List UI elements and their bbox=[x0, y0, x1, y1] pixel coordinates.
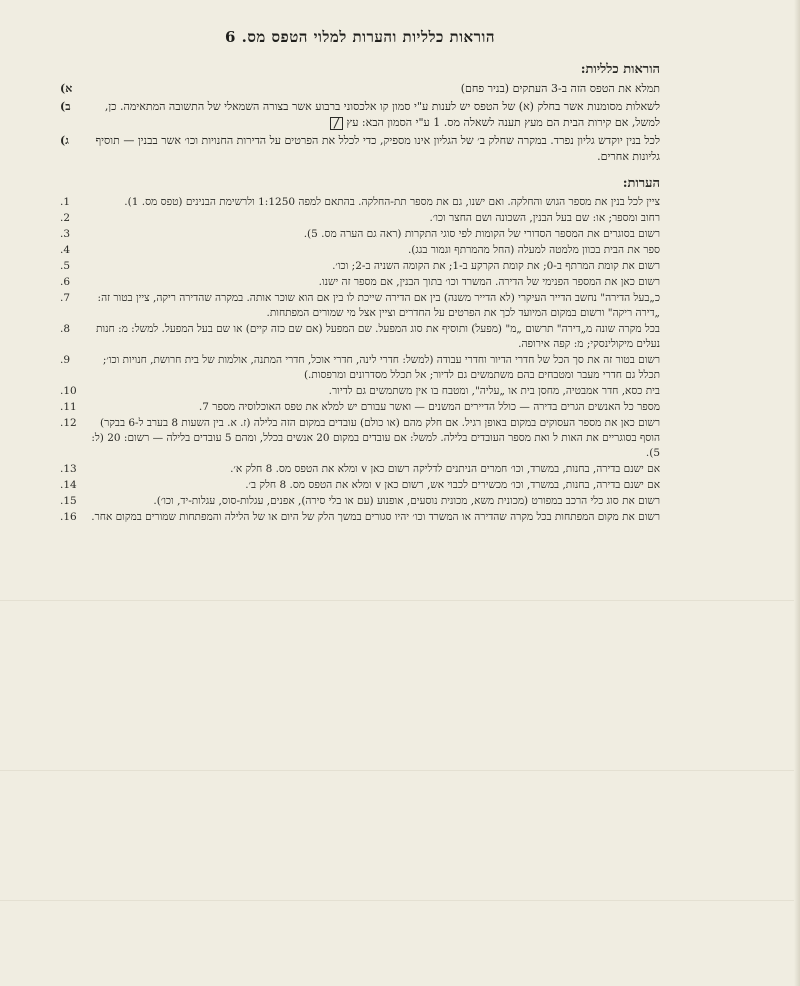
note-item: רשום כאן את המספר הפנימי של הדירה. המשרד וכו׳ בתוך הבנין, אם מספר זה ישנו. 6. bbox=[60, 276, 660, 288]
note-item: רשום בסוגרים את המספר הסדורי של הקומות לפי סוגי התקרות (ראה גם הערה מס. 5). 3. bbox=[60, 228, 660, 240]
general-instruction-item: תמלא את הטפס הזה ב-3 העתקים (בניר פחם) א) bbox=[60, 82, 660, 95]
note-item: בכל מקרה שונה מ„דירה" תרשום „מ" (מפעל) ותוסיף את סוג המפעל. שם המפעל (אם שם כזה קיים) או שם בעל המפעל. למשל: מ: חנות נעלים מיקולינסקי; מ: קפה אירופה. 8. bbox=[60, 323, 660, 350]
document-title: הוראות כלליות והערות למלוי הטפס מס. 6 bbox=[224, 28, 496, 46]
general-instructions-list bbox=[60, 81, 660, 165]
note-item: רחוב ומספר; או: שם בעל הבנין, השכונה ושם החצר וכו׳. 2. bbox=[60, 212, 660, 224]
checkbox-example-icon bbox=[330, 117, 343, 130]
note-item: רשום בטור זה את סך הכל של חדרי הדיור וחדרי עבודה (למשל: חדרי לינה, חדרי אוכל, חדרי המתנה, אולמות של בית חרושת, חנויות וכו׳; תכלל גם חדרי מעבר ומטבחים בהם משתמשים גם לדיור; אל תכלל מסדרונים ומרפסות.) 9. bbox=[60, 354, 660, 381]
notes-list bbox=[60, 195, 660, 525]
note-item: רשום את מקום המפתחות בכל מקרה שהדירה או המשרד וכו׳ יהיו סגורים במשך הלק של היום או של הלילה והמפתחות שמורים במקום אחר. 16. bbox=[60, 511, 660, 523]
note-item: בית כסא, חדר אמבטיה, מחסן בית או „עליה", ומטבח בו אין משתמשים גם לדיור. 10. bbox=[60, 385, 660, 397]
paper-edge bbox=[794, 0, 800, 986]
note-item: רשום את קומת המרתף ב-0; את קומת הקרקע ב-1; את הקומה השניה ב-2; וכו׳. 5. bbox=[60, 260, 660, 272]
faint-line bbox=[0, 600, 800, 601]
general-instructions-heading: הוראות כלליות: bbox=[580, 62, 660, 77]
note-item: כ„בעל הדירה" נחשב הדייר העיקרי (לא הדייר משנה) בין אם הדירה שייכת לו בין אם הוא שוכר אותה. במקרה שהדירה ריקה, ציין בטור זה: „דירה ריקה" ורשום במקום המיועד לכך את הפרטים על החדרים וציין אצל מי שמורים המפתחות. 7. bbox=[60, 292, 660, 319]
note-item: ספר את הבית בכוון מלמטה למעלה (החל מהמרתף וגמור בגג). 4. bbox=[60, 244, 660, 256]
notes-heading: הערות: bbox=[622, 176, 660, 191]
faint-line bbox=[0, 900, 800, 901]
note-item: מספר כל האנשים הגרים בדירה — כולל הדיירים המשנים — ואשר עבורם יש למלא את טפס האוכלוסיה מספר 7. 11. bbox=[60, 401, 660, 413]
note-item: אם ישנם בדירה, בחנות, במשרד, וכו׳ מכשירים לכבוי אש, רשום כאן v ומלא את הטפס מס. 8 חלק ב׳. 14. bbox=[60, 479, 660, 491]
note-item: רשום כאן את מספר העסוקים במקום באופן רגיל. אם חלק מהם (או כולם) עובדים במקום הזה בלילה (ז. א. בין השעות 8 בערב ל-6 בבקר) הוסף בסוגריים את האות ל ואת מספר העובדים בלילה. למשל: אם עובדים במקום 20 אנשים בכלל, ומהם 5 עובדים בלילה — רשום: 20 (ל: 5). 12. bbox=[60, 417, 660, 459]
note-item: אם ישנם בדירה, בחנות, במשרד, וכו׳ חמרים הניתנים לדליקה רשום כאן v ומלא את הטפס מס. 8 חלק א׳. 13. bbox=[60, 463, 660, 475]
instructions-sheet bbox=[60, 28, 660, 526]
faint-line bbox=[0, 770, 800, 771]
general-instruction-item: לכל בנין יוקדש גליון נפרד. במקרה שחלק ב׳ של הגליון אינו מספיק, כדי לכלל את הפרטים על הדירות החנויות וכו׳ אשר בבנין — תוסיף גליונות אחרים. ג) bbox=[60, 134, 660, 163]
note-item: רשום את סוג כלי הרכב במפורט (מכונית משא, מכונית נוסעים, אופנוע (עם או בלי סירה), אפנים, עגלות-סוס, עגלות-יד, וכו׳). 15. bbox=[60, 495, 660, 507]
general-instruction-item: לשאלות מסומנות אשר בחלק (א) של הטפס יש לענות ע"י סמון קו אלכסוני ברבוע אשר בצורה השמאלי של התשובה המתאימה. כן, למשל, אם קירות הבית הם מעץ תענה לשאלה מס. 1 ע"י הסמון הבא: עץ ב) bbox=[60, 100, 660, 129]
note-item: ציין לכל בנין את מספר הגוש והחלקה. ואם ישנו, גם את מספר תת-החלקה. בהתאם למפה 1:1250 ולרשימת הבנינים (טפס מס. 1). 1. bbox=[60, 196, 660, 208]
